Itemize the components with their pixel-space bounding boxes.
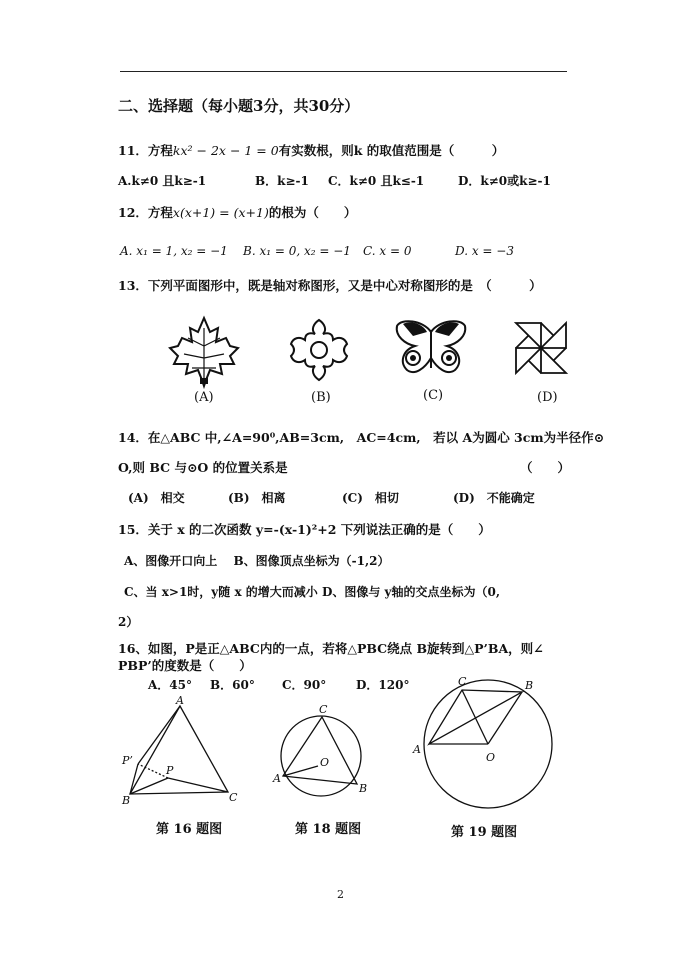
q12-suffix: 的根为（ ） — [268, 205, 357, 220]
fig18-label-c: C — [319, 703, 328, 716]
maple-leaf-figure — [168, 316, 240, 388]
figure-18-diagram — [270, 700, 370, 806]
fig16-label-p-prime: P’ — [122, 754, 133, 767]
figure-19-caption: 第 19 题图 — [451, 825, 518, 840]
fig18-label-o: O — [320, 756, 330, 769]
fig16-label-c: C — [229, 791, 238, 804]
q12-option-c: C. x = 0 — [363, 244, 412, 258]
fig19-label-b: B — [525, 679, 534, 692]
q12-equation: x(x+1) = (x+1) — [172, 205, 269, 220]
fig16-label-p: P — [166, 764, 174, 777]
figure-19-diagram — [410, 674, 560, 818]
question-16-line-2: PBP’的度数是（ ） — [118, 658, 252, 673]
question-12 — [118, 203, 356, 221]
top-rule — [120, 71, 567, 72]
fig19-label-c: C — [458, 675, 467, 688]
q12-option-a: A. x₁ = 1, x₂ = −1 — [120, 244, 228, 258]
q15-options-cd: C、当 x>1时，y随 x 的增大而减小 D、图像与 y轴的交点坐标为（0, — [124, 585, 501, 599]
section-title: 二、选择题（每小题3分，共30分） — [118, 97, 360, 115]
q11-suffix: 有实数根，则k 的取值范围是（ ） — [278, 143, 505, 158]
pinwheel-figure — [512, 319, 570, 377]
q11-option-c: C．k≠0 且k≤-1 — [328, 174, 425, 188]
fig16-label-a: A — [176, 694, 184, 707]
figure-16-caption: 第 16 题图 — [156, 822, 223, 837]
fig19-label-o: O — [486, 751, 496, 764]
q11-option-a: A.k≠0 且k≥-1 — [118, 174, 207, 188]
q12-option-d: D. x = −3 — [455, 244, 514, 258]
q12-option-b: B. x₁ = 0, x₂ = −1 — [243, 244, 351, 258]
fig18-label-a: A — [273, 772, 281, 785]
q16-option-d: D．120° — [356, 678, 410, 692]
question-16-line-1: 16、如图，P是正△ABC内的一点，若将△PBC绕点 B旋转到△P’BA，则∠ — [118, 641, 544, 656]
question-13: 13．下列平面图形中，既是轴对称图形，又是中心对称图形的是 （ ） — [118, 278, 542, 293]
question-15: 15．关于 x 的二次函数 y=-(x-1)²+2 下列说法正确的是（ ） — [118, 522, 491, 537]
fig18-label-b: B — [359, 782, 368, 795]
snowflake-figure — [287, 318, 351, 382]
butterfly-figure — [393, 318, 469, 380]
q15-options-ab: A、图像开口向上 B、图像顶点坐标为（-1,2） — [124, 554, 390, 568]
q12-prefix: 12．方程 — [118, 205, 173, 220]
figure-label-b: (B) — [311, 390, 331, 405]
q14-answer-blank: （ ） — [520, 460, 571, 475]
page-number: 2 — [337, 888, 344, 901]
q14-option-b: (B) 相离 — [228, 491, 286, 505]
question-14-line-1: 14．在△ABC 中,∠A=90⁰,AB=3cm, AC=4cm, 若以 A为圆心 3cm为半径作⊙ — [118, 430, 605, 445]
question-11 — [118, 141, 504, 159]
fig16-label-b: B — [122, 794, 131, 807]
figure-label-a: (A) — [194, 390, 214, 405]
q14-option-d: (D) 不能确定 — [453, 491, 535, 505]
q16-option-c: C．90° — [282, 678, 327, 692]
q15-options-cd-continued: 2） — [118, 615, 139, 629]
figure-label-c: (C) — [423, 388, 444, 403]
q11-prefix: 11．方程 — [118, 143, 173, 158]
figure-18-caption: 第 18 题图 — [295, 822, 362, 837]
q11-option-d: D．k≠0或k≥-1 — [458, 174, 551, 188]
fig19-label-a: A — [413, 743, 421, 756]
q16-option-b: B．60° — [210, 678, 255, 692]
q14-option-a: (A) 相交 — [128, 491, 185, 505]
q11-option-b: B．k≥-1 — [255, 174, 309, 188]
q16-option-a: A．45° — [148, 678, 193, 692]
figure-label-d: (D) — [537, 390, 558, 405]
q14-option-c: (C) 相切 — [342, 491, 399, 505]
q11-equation: kx² − 2x − 1 = 0 — [172, 143, 279, 158]
figure-16-diagram — [118, 694, 248, 808]
question-14-line-2: O,则 BC 与⊙O 的位置关系是 — [118, 460, 288, 475]
